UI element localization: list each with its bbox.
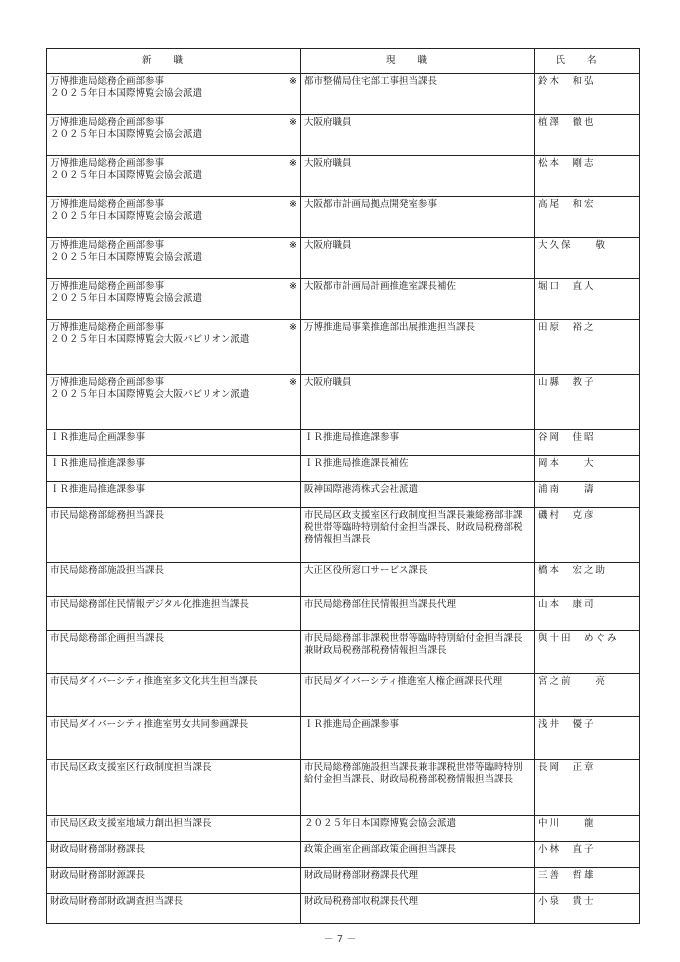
table-row	[47, 631, 640, 674]
new-post-cell	[47, 894, 301, 924]
person-name-cell: 小泉 貴士	[535, 894, 640, 924]
new-post-cell	[47, 597, 301, 631]
note-mark: ※	[289, 240, 297, 251]
new-post-cell	[47, 279, 301, 320]
new-post-line1: ＩＲ推進局推進課参事	[50, 458, 146, 469]
current-post-cell: 財政局税務部収税課長代理	[301, 894, 535, 924]
new-post-line1: 市民局ダイバーシティ推進室男女共同参画課長	[50, 719, 249, 730]
person-name-cell: 高尾 和宏	[535, 197, 640, 238]
person-name-cell: 山縣 教子	[535, 375, 640, 430]
current-post-cell: 大阪都市計画局拠点開発室参事	[301, 197, 535, 238]
note-mark: ※	[289, 158, 297, 169]
new-post-cell	[47, 156, 301, 197]
current-post-cell: ＩＲ推進局推進課長補佐	[301, 456, 535, 482]
current-post-cell: 財政局財務部財務課長代理	[301, 868, 535, 894]
table-row	[47, 74, 640, 115]
person-name-cell: 橋本 宏之助	[535, 563, 640, 597]
person-name-cell: 中川 龍	[535, 816, 640, 842]
table-row	[47, 816, 640, 842]
current-post-cell: 大阪府職員	[301, 115, 535, 156]
new-post-cell	[47, 375, 301, 430]
current-post-cell: ２０２５年日本国際博覧会協会派遣	[301, 816, 535, 842]
new-post-cell	[47, 842, 301, 868]
new-post-cell	[47, 456, 301, 482]
current-post-cell: 大阪都市計画局計画推進室課長補佐	[301, 279, 535, 320]
new-post-line1: 財政局財務部財務課長	[50, 844, 146, 855]
table-row	[47, 482, 640, 508]
new-post-line1: 市民局ダイバーシティ推進室多文化共生担当課長	[50, 676, 258, 687]
new-post-line1: 財政局財務部財源課長	[50, 870, 146, 881]
new-post-line1: 市民局区政支援室地域力創出担当課長	[50, 818, 212, 829]
new-post-line2: ２０２５年日本国際博覧会協会派遣	[50, 211, 203, 222]
table-row	[47, 894, 640, 924]
table-row	[47, 197, 640, 238]
current-post-cell: ＩＲ推進局企画課参事	[301, 717, 535, 760]
new-post-cell	[47, 74, 301, 115]
table-row	[47, 156, 640, 197]
new-post-line2: ２０２５年日本国際博覧会協会派遣	[50, 129, 203, 140]
personnel-table	[46, 48, 640, 924]
header-new-post: 新職	[47, 49, 301, 74]
table-row	[47, 115, 640, 156]
table-row	[47, 508, 640, 563]
new-post-line1: 万博推進局総務企画部参事	[50, 281, 165, 292]
new-post-line2: ２０２５年日本国際博覧会大阪パビリオン派遣	[50, 389, 250, 400]
note-mark: ※	[289, 322, 297, 333]
current-post-cell: 阪神国際港湾株式会社派遣	[301, 482, 535, 508]
new-post-line2: ２０２５年日本国際博覧会協会派遣	[50, 293, 203, 304]
person-name-cell: 長岡 正章	[535, 760, 640, 816]
current-post-cell: 大阪府職員	[301, 156, 535, 197]
person-name-cell: 松本 剛志	[535, 156, 640, 197]
new-post-line1: 万博推進局総務企画部参事	[50, 199, 165, 210]
table-row	[47, 279, 640, 320]
note-mark: ※	[289, 76, 297, 87]
current-post-cell: 都市整備局住宅部工事担当課長	[301, 74, 535, 115]
new-post-line1: 万博推進局総務企画部参事	[50, 240, 165, 251]
new-post-line2: ２０２５年日本国際博覧会協会派遣	[50, 170, 203, 181]
new-post-line1: 市民局総務部総務担当課長	[50, 510, 165, 521]
new-post-cell	[47, 197, 301, 238]
note-mark: ※	[289, 281, 297, 292]
new-post-line1: 市民局総務部住民情報デジタル化推進担当課長	[50, 599, 249, 610]
table-row	[47, 320, 640, 375]
person-name-cell: 山本 康司	[535, 597, 640, 631]
current-post-cell: 大阪府職員	[301, 238, 535, 279]
current-post-cell: 市民局総務部施設担当課長兼非課税世帯等臨時特別給付金担当課長、財政局税務部税務情報担当課長	[301, 760, 535, 816]
note-mark: ※	[289, 117, 297, 128]
person-name-cell: 宮之前 亮	[535, 674, 640, 717]
new-post-line1: 万博推進局総務企画部参事	[50, 377, 165, 388]
person-name-cell: 小林 直子	[535, 842, 640, 868]
new-post-cell	[47, 868, 301, 894]
table-row	[47, 674, 640, 717]
person-name-cell: 與十田 めぐみ	[535, 631, 640, 674]
table-row	[47, 430, 640, 456]
new-post-cell	[47, 238, 301, 279]
new-post-line1: 財政局財務部財政調査担当課長	[50, 896, 184, 907]
current-post-cell: 政策企画室企画部政策企画担当課長	[301, 842, 535, 868]
new-post-line2: ２０２５年日本国際博覧会協会派遣	[50, 88, 203, 99]
new-post-cell	[47, 760, 301, 816]
table-row	[47, 563, 640, 597]
person-name-cell: 大久保 敬	[535, 238, 640, 279]
new-post-line1: 万博推進局総務企画部参事	[50, 158, 165, 169]
new-post-cell	[47, 430, 301, 456]
table-header-row	[47, 49, 640, 74]
person-name-cell: 三善 哲雄	[535, 868, 640, 894]
person-name-cell: 浦南 濤	[535, 482, 640, 508]
table-row	[47, 375, 640, 430]
new-post-line1: 市民局総務部施設担当課長	[50, 565, 165, 576]
header-current-post: 現職	[301, 49, 535, 74]
page-number: － 7 －	[323, 934, 357, 945]
table-row	[47, 842, 640, 868]
current-post-cell: 市民局総務部住民情報担当課長代理	[301, 597, 535, 631]
current-post-cell: 大正区役所窓口サービス課長	[301, 563, 535, 597]
header-name: 氏名	[535, 49, 640, 74]
new-post-cell	[47, 674, 301, 717]
new-post-line1: 万博推進局総務企画部参事	[50, 76, 165, 87]
new-post-line1: 市民局区政支援室区行政制度担当課長	[50, 762, 212, 773]
person-name-cell: 田原 裕之	[535, 320, 640, 375]
current-post-cell: 市民局総務部非課税世帯等臨時特別給付金担当課長兼財政局税務部税務情報担当課長	[301, 631, 535, 674]
new-post-line1: 万博推進局総務企画部参事	[50, 322, 165, 333]
new-post-cell	[47, 482, 301, 508]
current-post-cell: 万博推進局事業推進部出展推進担当課長	[301, 320, 535, 375]
person-name-cell: 鈴木 和弘	[535, 74, 640, 115]
table-row	[47, 868, 640, 894]
new-post-line1: ＩＲ推進局企画課参事	[50, 432, 146, 443]
new-post-line1: 万博推進局総務企画部参事	[50, 117, 165, 128]
new-post-cell	[47, 816, 301, 842]
current-post-cell: 市民局区政支援室区行政制度担当課長兼総務部非課税世帯等臨時特別給付金担当課長、財政局税務部税務情報担当課長	[301, 508, 535, 563]
table-row	[47, 597, 640, 631]
person-name-cell: 谷岡 佳昭	[535, 430, 640, 456]
new-post-line2: ２０２５年日本国際博覧会協会派遣	[50, 252, 203, 263]
person-name-cell: 堀口 直人	[535, 279, 640, 320]
new-post-cell	[47, 508, 301, 563]
current-post-cell: 大阪府職員	[301, 375, 535, 430]
new-post-cell	[47, 631, 301, 674]
table-row	[47, 238, 640, 279]
current-post-cell: 市民局ダイバーシティ推進室人権企画課長代理	[301, 674, 535, 717]
new-post-cell	[47, 717, 301, 760]
new-post-cell	[47, 115, 301, 156]
new-post-cell	[47, 563, 301, 597]
note-mark: ※	[289, 199, 297, 210]
person-name-cell: 岡本 大	[535, 456, 640, 482]
table-row	[47, 760, 640, 816]
new-post-line1: 市民局総務部企画担当課長	[50, 633, 165, 644]
person-name-cell: 植澤 徹也	[535, 115, 640, 156]
new-post-line1: ＩＲ推進局推進課参事	[50, 484, 146, 495]
table-row	[47, 717, 640, 760]
note-mark: ※	[289, 377, 297, 388]
person-name-cell: 浅井 優子	[535, 717, 640, 760]
current-post-cell: ＩＲ推進局推進課参事	[301, 430, 535, 456]
person-name-cell: 磯村 克彦	[535, 508, 640, 563]
new-post-line2: ２０２５年日本国際博覧会大阪パビリオン派遣	[50, 334, 250, 345]
table-row	[47, 456, 640, 482]
new-post-cell	[47, 320, 301, 375]
